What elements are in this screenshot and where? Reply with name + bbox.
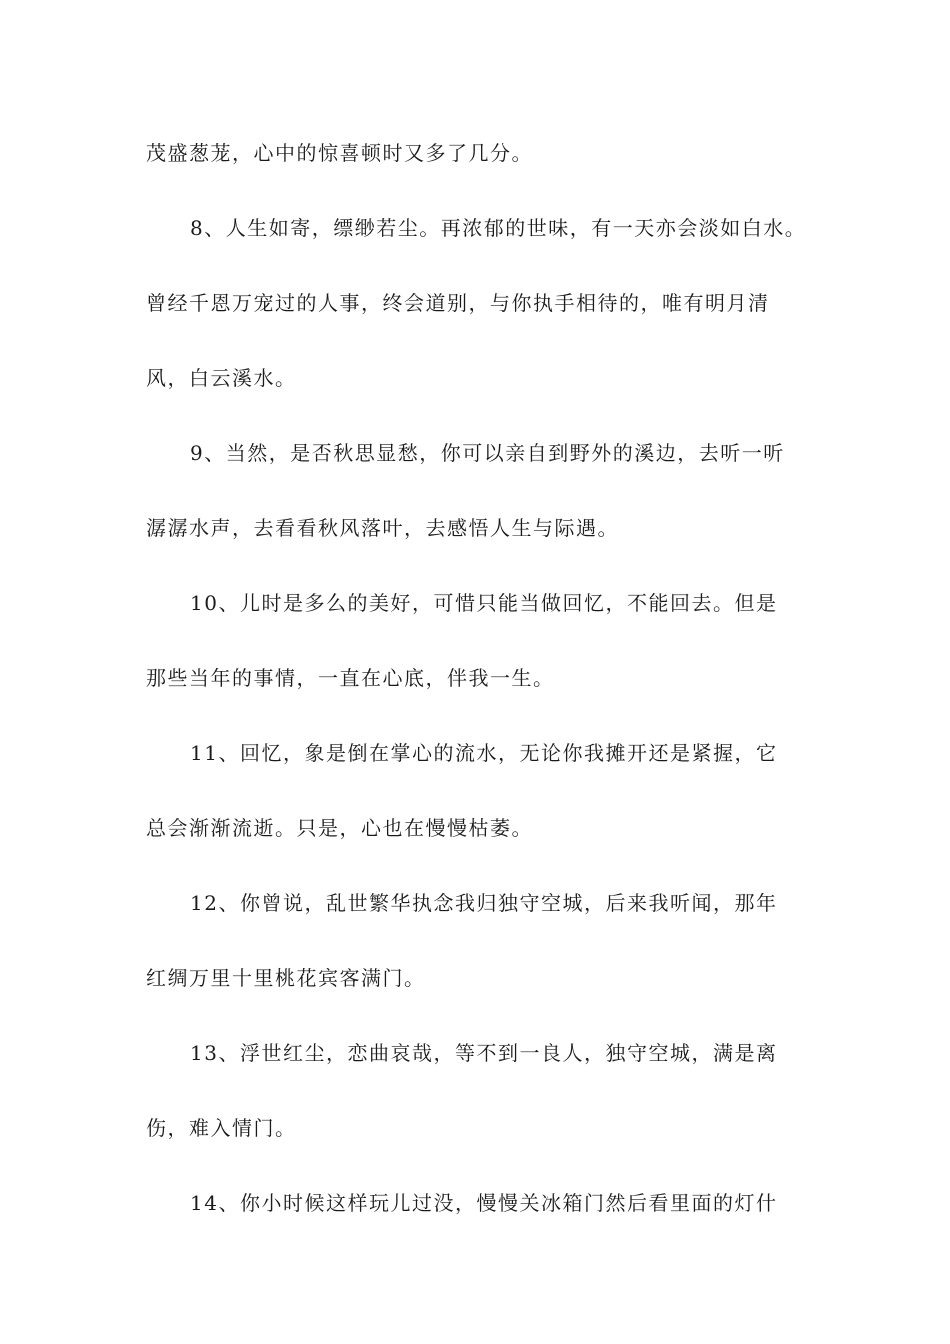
text-line: 伤，难入情门。 (146, 1116, 297, 1140)
text-line: 风，白云溪水。 (146, 366, 297, 390)
paragraph-14-start: 14、你小时候这样玩儿过没，慢慢关冰箱门然后看里面的灯什 (190, 1191, 778, 1215)
paragraph-9-start: 9、当然，是否秋思显愁，你可以亲自到野外的溪边，去听一听 (190, 441, 785, 465)
paragraph-10-start: 10、儿时是多么的美好，可惜只能当做回忆，不能回去。但是 (190, 591, 778, 615)
text-line: 总会渐渐流逝。只是，心也在慢慢枯萎。 (146, 816, 533, 840)
paragraph-11-start: 11、回忆，象是倒在掌心的流水，无论你我摊开还是紧握，它 (190, 741, 778, 765)
text-line: 潺潺水声，去看看秋风落叶，去感悟人生与际遇。 (146, 516, 619, 540)
paragraph-12-start: 12、你曾说，乱世繁华执念我归独守空城，后来我听闻，那年 (190, 891, 778, 915)
text-line: 红绸万里十里桃花宾客满门。 (146, 966, 426, 990)
text-line: 茂盛葱茏，心中的惊喜顿时又多了几分。 (146, 141, 533, 165)
paragraph-8-start: 8、人生如寄，缥缈若尘。再浓郁的世味，有一天亦会淡如白水。 (190, 216, 807, 240)
text-line: 曾经千恩万宠过的人事，终会道别，与你执手相待的，唯有明月清 (146, 291, 770, 315)
text-line: 那些当年的事情，一直在心底，伴我一生。 (146, 666, 555, 690)
paragraph-13-start: 13、浮世红尘，恋曲哀哉，等不到一良人，独守空城，满是离 (190, 1041, 778, 1065)
